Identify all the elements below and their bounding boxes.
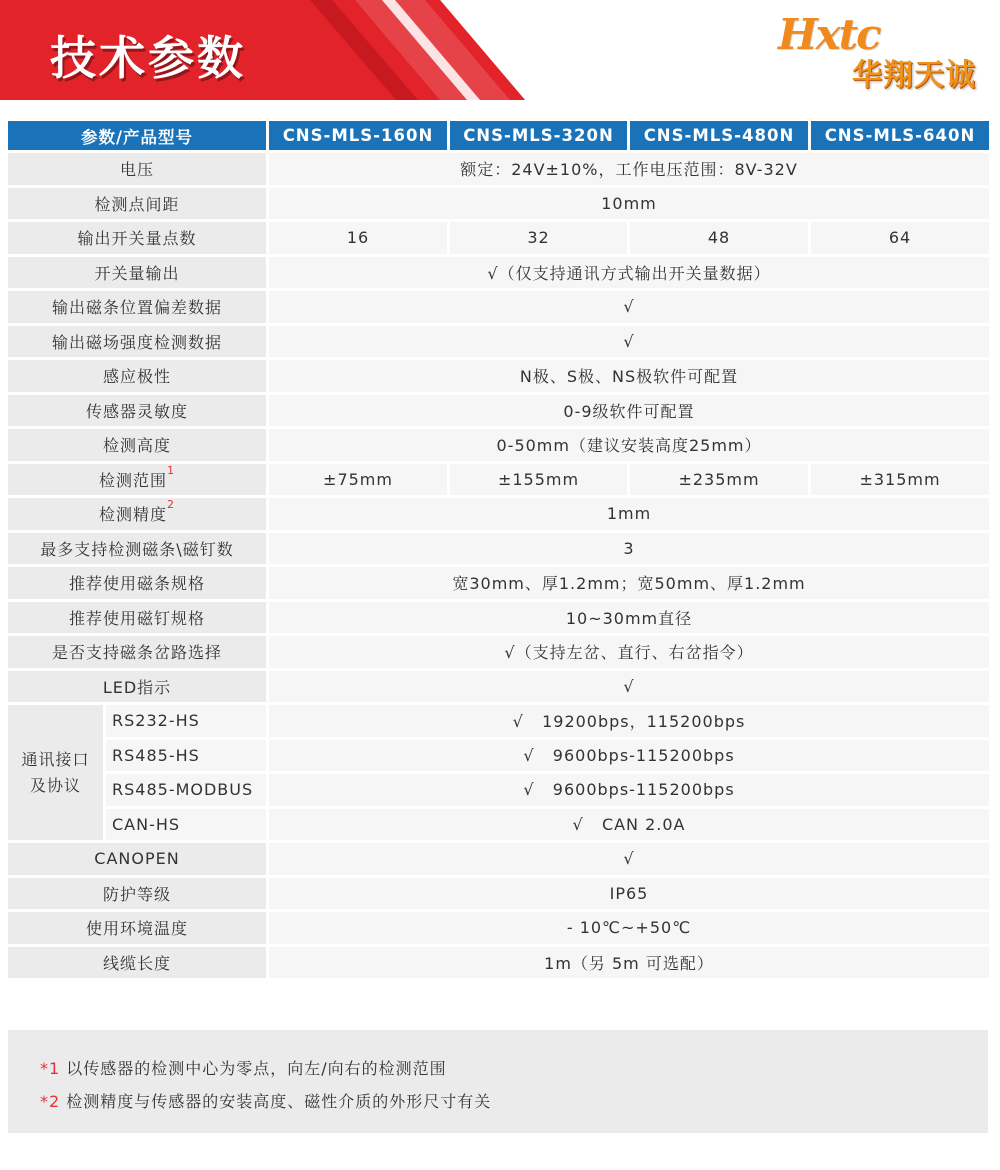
row-label: 是否支持磁条岔路选择 [8,636,266,668]
footnote-mark: *1 [40,1059,61,1078]
row-label: 防护等级 [8,878,266,910]
row-value: √ [269,843,989,875]
footnote [40,1056,447,1079]
row-value: 16 [269,222,447,254]
row-label: 检测高度 [8,429,266,461]
table-row [8,912,989,944]
footnote-text: 检测精度与传感器的安装高度、磁性介质的外形尺寸有关 [66,1092,492,1111]
row-value: 10mm [269,188,989,220]
row-value: ±315mm [811,464,989,496]
row-label: 输出磁场强度检测数据 [8,326,266,358]
row-label: 线缆长度 [8,947,266,979]
row-label: 输出开关量点数 [8,222,266,254]
row-value: √ 19200bps，115200bps [269,705,989,737]
row-label: 检测点间距 [8,188,266,220]
header-cell-model: CNS-MLS-480N [630,121,808,150]
row-label-text: 检测精度 [98,505,167,525]
header-cell-model: CNS-MLS-160N [269,121,447,150]
row-value: N极、S极、NS极软件可配置 [269,360,989,392]
table-row [8,636,989,668]
row-value: 32 [450,222,627,254]
footnotes-panel [8,1030,988,1133]
row-value: 0-9级软件可配置 [269,395,989,427]
table-row [8,602,989,634]
table-row [8,257,989,289]
comm-interface-name: CAN-HS [106,809,266,841]
row-label: 传感器灵敏度 [8,395,266,427]
row-value: ±235mm [630,464,808,496]
comm-interface-name: RS485-HS [106,740,266,772]
table-row [8,222,989,254]
row-label: 推荐使用磁钉规格 [8,602,266,634]
row-label: 使用环境温度 [8,912,266,944]
row-value: √ [269,671,989,703]
table-row [8,878,989,910]
row-label-text: 检测范围 [98,470,167,490]
row-value: 额定：24V±10%，工作电压范围：8V-32V [269,153,989,185]
table-row [8,464,989,496]
header-cell-param: 参数/产品型号 [8,121,266,150]
row-value: √ 9600bps-115200bps [269,740,989,772]
row-label: 开关量输出 [8,257,266,289]
comm-group-label-line: 及协议 [29,775,81,795]
row-value: √ 9600bps-115200bps [269,774,989,806]
comm-group-label [8,705,103,840]
row-value: 1mm [269,498,989,530]
row-value: ±155mm [450,464,627,496]
row-value: √（仅支持通讯方式输出开关量数据） [269,257,989,289]
row-value: 3 [269,533,989,565]
table-row [8,429,989,461]
footnote-mark: 1 [167,463,175,477]
row-label: CANOPEN [8,843,266,875]
spec-table [5,118,992,981]
row-value: ±75mm [269,464,447,496]
table-header-row [8,121,989,150]
header-banner [0,0,1000,100]
header-cell-model: CNS-MLS-320N [450,121,627,150]
row-label [8,498,266,530]
logo-script: Hxtc [778,10,880,59]
table-row [8,947,989,979]
comm-interface-name: RS485-MODBUS [106,774,266,806]
logo-text: 华翔天诚 [852,58,976,93]
comm-interface-name: RS232-HS [106,705,266,737]
row-label [8,464,266,496]
table-row [8,395,989,427]
header-cell-model: CNS-MLS-640N [811,121,989,150]
table-row [8,567,989,599]
row-value: - 10℃~+50℃ [269,912,989,944]
row-value: √ CAN 2.0A [269,809,989,841]
row-value: IP65 [269,878,989,910]
row-label: 感应极性 [8,360,266,392]
page-title: 技术参数 [50,31,246,85]
row-label: LED指示 [8,671,266,703]
row-value: √ [269,291,989,323]
company-logo [770,10,995,95]
row-value: 1m（另 5m 可选配） [269,947,989,979]
table-row [8,188,989,220]
table-row [8,671,989,703]
row-value: 0-50mm（建议安装高度25mm） [269,429,989,461]
footnote-mark: *2 [40,1092,61,1111]
row-value: 48 [630,222,808,254]
row-label: 输出磁条位置偏差数据 [8,291,266,323]
footnote-text: 以传感器的检测中心为零点，向左/向右的检测范围 [66,1059,447,1078]
table-row [8,533,989,565]
table-row [8,774,989,806]
row-value: 10~30mm直径 [269,602,989,634]
table-row [8,291,989,323]
row-value: 宽30mm、厚1.2mm；宽50mm、厚1.2mm [269,567,989,599]
table-row [8,360,989,392]
comm-group-label-line: 通讯接口 [21,749,90,769]
row-label: 电压 [8,153,266,185]
row-value: 64 [811,222,989,254]
row-value: √ [269,326,989,358]
footnote [40,1089,491,1112]
row-label: 推荐使用磁条规格 [8,567,266,599]
table-row [8,498,989,530]
table-row [8,326,989,358]
table-row [8,153,989,185]
row-value: √（支持左岔、直行、右岔指令） [269,636,989,668]
table-row [8,843,989,875]
table-row [8,705,989,737]
table-row [8,809,989,841]
row-label: 最多支持检测磁条\磁钉数 [8,533,266,565]
table-row [8,740,989,772]
footnote-mark: 2 [167,498,175,512]
